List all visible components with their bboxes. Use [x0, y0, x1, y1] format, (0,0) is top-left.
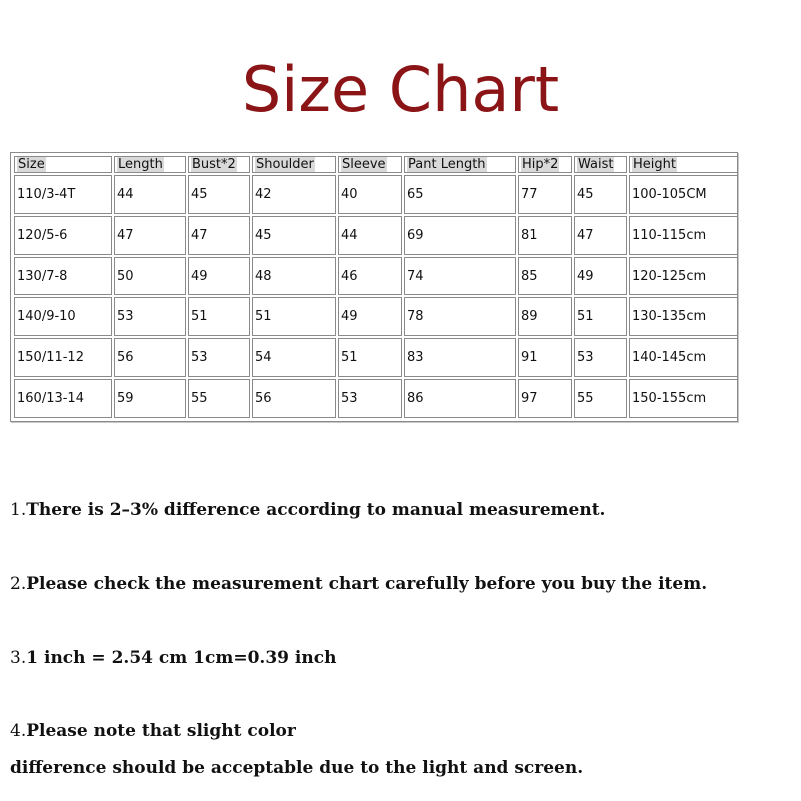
table-cell: 50 — [114, 257, 186, 296]
table-cell: 45 — [188, 175, 250, 214]
note-text: Please check the measurement chart carefully before you buy the item. — [26, 574, 708, 594]
table-cell: 45 — [574, 175, 627, 214]
table-cell: 53 — [574, 338, 627, 377]
header-size: Size — [14, 156, 112, 173]
table-cell: 49 — [574, 257, 627, 296]
note-number: 3. — [10, 648, 27, 668]
table-cell: 110/3-4T — [14, 175, 112, 214]
table-cell: 150-155cm — [629, 379, 738, 418]
table-row — [14, 338, 738, 377]
table-cell: 51 — [574, 297, 627, 336]
table-row — [14, 297, 738, 336]
table-cell: 42 — [252, 175, 336, 214]
table-cell: 140/9-10 — [14, 297, 112, 336]
table-cell: 77 — [518, 175, 572, 214]
header-shoulder: Shoulder — [252, 156, 336, 173]
header-length: Length — [114, 156, 186, 173]
note-3 — [10, 648, 336, 668]
table-cell: 130-135cm — [629, 297, 738, 336]
table-cell: 89 — [518, 297, 572, 336]
table-cell: 49 — [338, 297, 402, 336]
note-1 — [10, 500, 605, 520]
table-cell: 51 — [338, 338, 402, 377]
header-sleeve: Sleeve — [338, 156, 402, 173]
page-title: Size Chart — [241, 53, 560, 126]
table-cell: 55 — [188, 379, 250, 418]
note-2 — [10, 574, 707, 594]
table-cell: 40 — [338, 175, 402, 214]
table-cell: 49 — [188, 257, 250, 296]
table-cell: 53 — [338, 379, 402, 418]
note-number: 1. — [10, 500, 27, 520]
table-cell: 46 — [338, 257, 402, 296]
table-row — [14, 175, 738, 214]
header-bust: Bust*2 — [188, 156, 250, 173]
table-cell: 150/11-12 — [14, 338, 112, 377]
note-number: 2. — [10, 574, 27, 594]
table-cell: 140-145cm — [629, 338, 738, 377]
table-cell: 44 — [114, 175, 186, 214]
header-waist: Waist — [574, 156, 627, 173]
table-cell: 47 — [188, 216, 250, 255]
table-cell: 120-125cm — [629, 257, 738, 296]
table-cell: 83 — [404, 338, 516, 377]
table-cell: 86 — [404, 379, 516, 418]
table-cell: 53 — [114, 297, 186, 336]
table-cell: 110-115cm — [629, 216, 738, 255]
table-cell: 45 — [252, 216, 336, 255]
header-height: Height — [629, 156, 738, 173]
table-cell: 56 — [252, 379, 336, 418]
header-hip: Hip*2 — [518, 156, 572, 173]
table-row — [14, 257, 738, 296]
table-cell: 53 — [188, 338, 250, 377]
table-cell: 54 — [252, 338, 336, 377]
table-cell: 91 — [518, 338, 572, 377]
table-cell: 55 — [574, 379, 627, 418]
table-cell: 81 — [518, 216, 572, 255]
table-cell: 56 — [114, 338, 186, 377]
table-header-row — [14, 156, 738, 173]
note-4 — [10, 721, 296, 741]
note-text: 1 inch = 2.54 cm 1cm=0.39 inch — [26, 648, 337, 668]
table-cell: 97 — [518, 379, 572, 418]
table-cell: 59 — [114, 379, 186, 418]
size-chart-table — [12, 154, 740, 420]
table-cell: 100-105CM — [629, 175, 738, 214]
table-cell: 44 — [338, 216, 402, 255]
table-cell: 51 — [252, 297, 336, 336]
table-row — [14, 379, 738, 418]
table-cell: 69 — [404, 216, 516, 255]
table-cell: 47 — [114, 216, 186, 255]
note-text: difference should be acceptable due to the light and screen. — [10, 758, 584, 778]
table-cell: 74 — [404, 257, 516, 296]
table-cell: 78 — [404, 297, 516, 336]
note-text: Please note that slight color — [26, 721, 296, 741]
note-4-continuation — [10, 758, 583, 778]
header-pant-length: Pant Length — [404, 156, 516, 173]
note-text: There is 2–3% difference according to manual measurement. — [26, 500, 606, 520]
table-cell: 48 — [252, 257, 336, 296]
size-chart-table-frame — [10, 152, 738, 422]
table-cell: 130/7-8 — [14, 257, 112, 296]
table-cell: 160/13-14 — [14, 379, 112, 418]
table-row — [14, 216, 738, 255]
table-cell: 65 — [404, 175, 516, 214]
table-cell: 120/5-6 — [14, 216, 112, 255]
table-cell: 85 — [518, 257, 572, 296]
note-number: 4. — [10, 721, 27, 741]
table-cell: 51 — [188, 297, 250, 336]
table-cell: 47 — [574, 216, 627, 255]
